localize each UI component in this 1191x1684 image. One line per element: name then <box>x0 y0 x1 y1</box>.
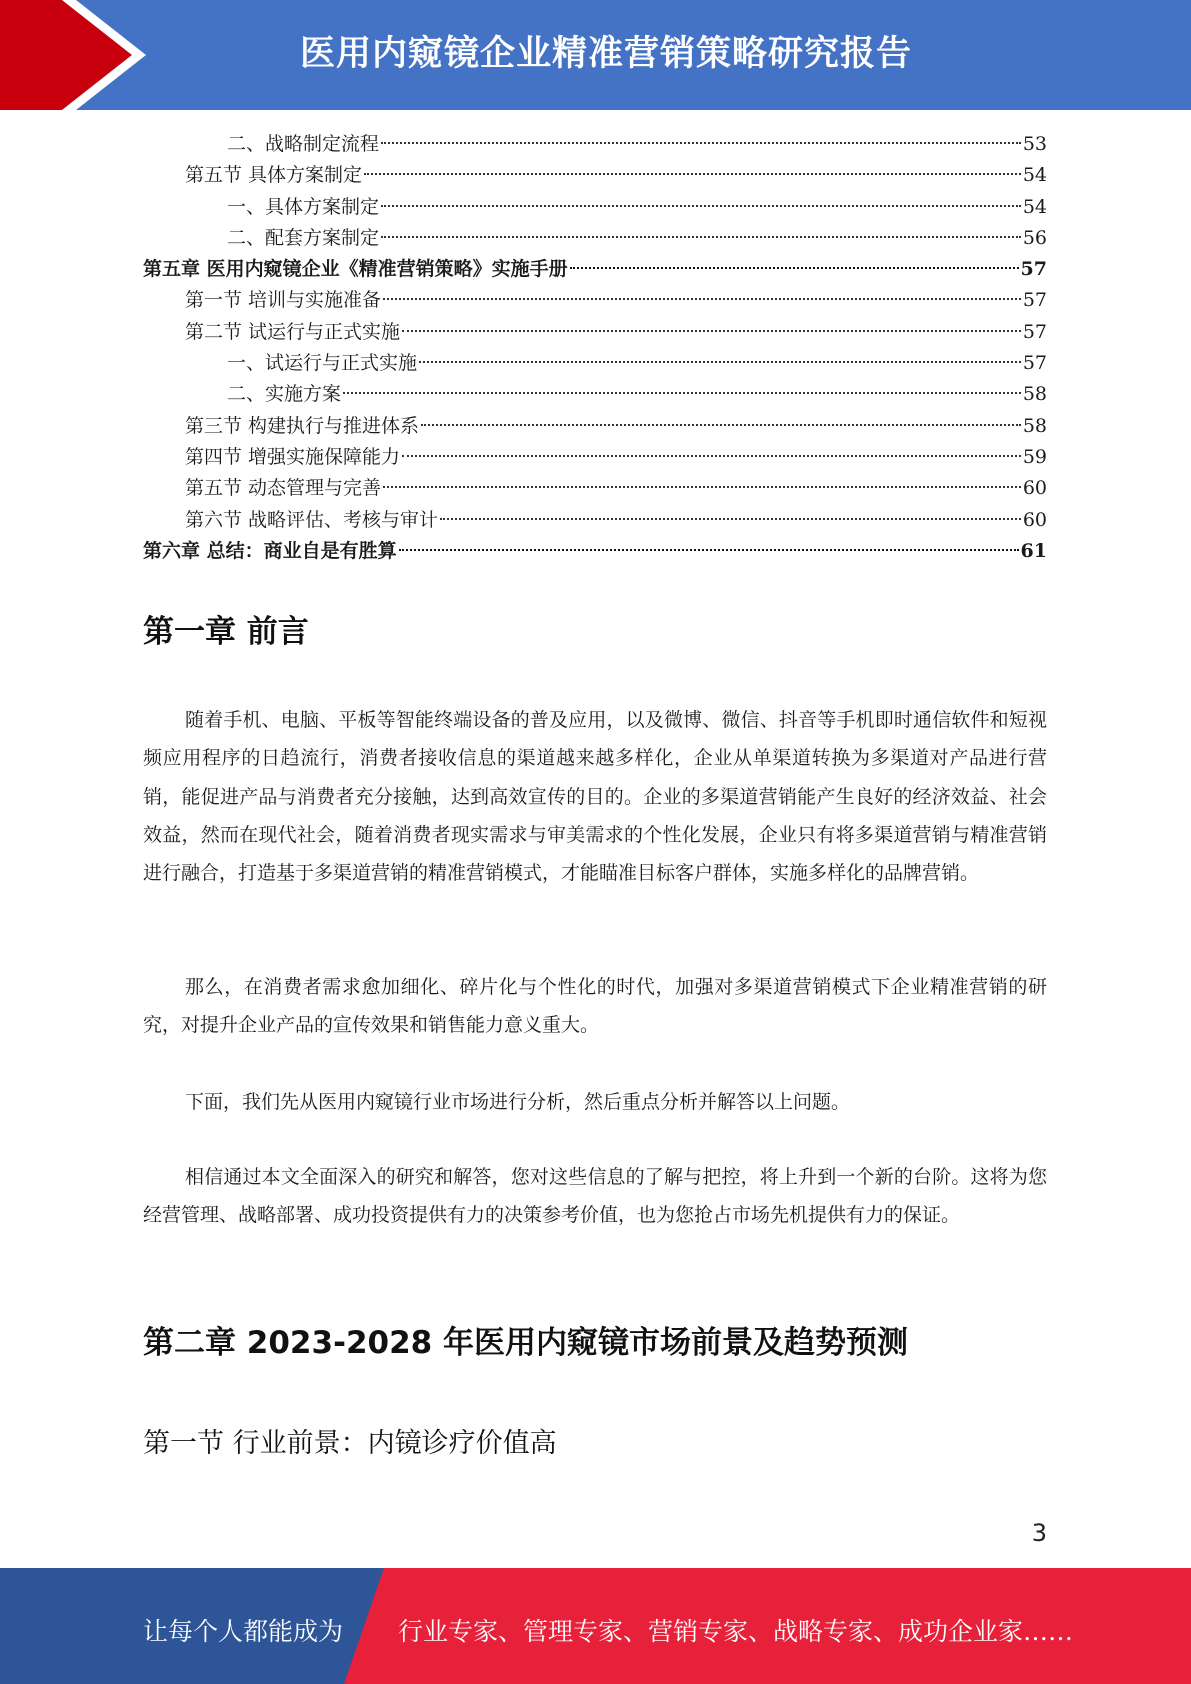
toc-entry-label: 二、配套方案制定 <box>227 226 380 249</box>
header-arrow-shape <box>0 0 160 110</box>
toc-entry-label: 第一节 培训与实施准备 <box>185 289 382 312</box>
toc-entry-page: 54 <box>1022 195 1047 218</box>
toc-leader-dots <box>570 266 1019 269</box>
chapter-1-heading: 第一章 前言 <box>143 614 309 650</box>
toc-entry-page: 57 <box>1020 258 1047 281</box>
toc-entry-label: 第二节 试运行与正式实施 <box>185 320 401 343</box>
toc-entry-page: 60 <box>1022 508 1047 531</box>
toc-entry-page: 57 <box>1022 352 1047 375</box>
chapter-1-paragraph-1: 随着手机、电脑、平板等智能终端设备的普及应用，以及微博、微信、抖音等手机即时通信软件和短视频应用程序的日趋流行，消费者接收信息的渠道越来越多样化，企业从单渠道转换为多渠道对产品进行营销，能促进产品与消费者充分接触，达到高效宣传的目的。企业的多渠道营销能产生良好的经济效益、社会效益，然而在现代社会，随着消费者现实需求与审美需求的个性化发展，企业只有将多渠道营销与精准营销进行融合，打造基于多渠道营销的精准营销模式，才能瞄准目标客户群体，实施多样化的品牌营销。 <box>143 709 1047 885</box>
toc-entry[interactable] <box>143 348 1047 379</box>
toc-entry-page: 59 <box>1022 445 1047 468</box>
toc-entry[interactable] <box>143 473 1047 504</box>
toc-entry-label: 第六节 战略评估、考核与审计 <box>185 508 439 531</box>
toc-entry[interactable] <box>143 223 1047 254</box>
toc-entry-page: 54 <box>1022 164 1047 187</box>
toc-leader-dots <box>399 548 1019 551</box>
toc-leader-dots <box>381 141 1021 144</box>
page-number: 3 <box>1031 1519 1047 1547</box>
toc-entry-label: 二、战略制定流程 <box>227 133 380 155</box>
toc-entry[interactable] <box>143 411 1047 442</box>
footer-slogan-right: 行业专家、管理专家、营销专家、战略专家、成功企业家…… <box>398 1617 1074 1646</box>
toc-entry[interactable] <box>143 160 1047 191</box>
chapter-1-paragraph-3: 下面，我们先从医用内窥镜行业市场进行分析，然后重点分析并解答以上问题。 <box>185 1091 851 1113</box>
toc-entry-page: 58 <box>1022 414 1047 437</box>
toc-leader-dots <box>402 329 1021 332</box>
footer-band <box>0 1568 1191 1684</box>
footer-slogan-left: 让每个人都能成为 <box>143 1617 344 1646</box>
toc-entry-label: 二、实施方案 <box>227 383 342 406</box>
toc-entry[interactable] <box>143 129 1047 160</box>
toc-entry[interactable] <box>143 379 1047 410</box>
toc-entry-page: 56 <box>1022 226 1047 249</box>
report-title: 医用内窥镜企业精准营销策略研究报告 <box>300 34 913 74</box>
toc-leader-dots <box>421 423 1021 426</box>
toc-entry[interactable] <box>143 317 1047 348</box>
toc-leader-dots <box>343 391 1021 394</box>
toc-entry-page: 57 <box>1022 289 1047 312</box>
toc-leader-dots <box>381 235 1021 238</box>
toc-entry-label: 一、具体方案制定 <box>227 195 380 218</box>
toc-entry-page: 53 <box>1022 133 1047 155</box>
chapter-2-heading: 第二章 2023-2028 年医用内窥镜市场前景及趋势预测 <box>143 1325 909 1361</box>
toc-entry-label: 第三节 构建执行与推进体系 <box>185 414 420 437</box>
toc-leader-dots <box>381 204 1021 207</box>
toc-entry-page: 61 <box>1020 539 1047 562</box>
toc-leader-dots <box>383 297 1021 300</box>
chapter-2-section-1-heading: 第一节 行业前景：内镜诊疗价值高 <box>143 1428 557 1459</box>
toc-entry-label: 第五章 医用内窥镜企业《精准营销策略》实施手册 <box>143 258 568 281</box>
toc-entry-label: 第五节 具体方案制定 <box>185 164 363 187</box>
toc-entry[interactable] <box>143 505 1047 536</box>
chapter-1-paragraph-4: 相信通过本文全面深入的研究和解答，您对这些信息的了解与把控，将上升到一个新的台阶。这将为您经营管理、战略部署、成功投资提供有力的决策参考价值，也为您抢占市场先机提供有力的保证。 <box>143 1166 1047 1227</box>
toc-leader-dots <box>383 485 1021 488</box>
toc-entry-label: 一、试运行与正式实施 <box>227 352 418 375</box>
table-of-contents <box>143 129 1047 567</box>
toc-entry[interactable] <box>143 285 1047 316</box>
header-band <box>0 0 1191 110</box>
toc-entry-page: 57 <box>1022 320 1047 343</box>
toc-entry-label: 第五节 动态管理与完善 <box>185 477 382 500</box>
toc-leader-dots <box>440 517 1021 520</box>
toc-leader-dots <box>419 360 1021 363</box>
toc-entry-label: 第四节 增强实施保障能力 <box>185 445 401 468</box>
chapter-1-paragraph-2: 那么，在消费者需求愈加细化、碎片化与个性化的时代，加强对多渠道营销模式下企业精准营销的研究，对提升企业产品的宣传效果和销售能力意义重大。 <box>143 976 1047 1037</box>
toc-entry-page: 60 <box>1022 477 1047 500</box>
toc-entry-page: 58 <box>1022 383 1047 406</box>
toc-entry[interactable] <box>143 536 1047 567</box>
toc-leader-dots <box>402 454 1021 457</box>
toc-entry[interactable] <box>143 192 1047 223</box>
toc-leader-dots <box>364 172 1021 175</box>
toc-entry-label: 第六章 总结：商业自是有胜算 <box>143 539 397 562</box>
toc-entry[interactable] <box>143 254 1047 285</box>
toc-entry[interactable] <box>143 442 1047 473</box>
